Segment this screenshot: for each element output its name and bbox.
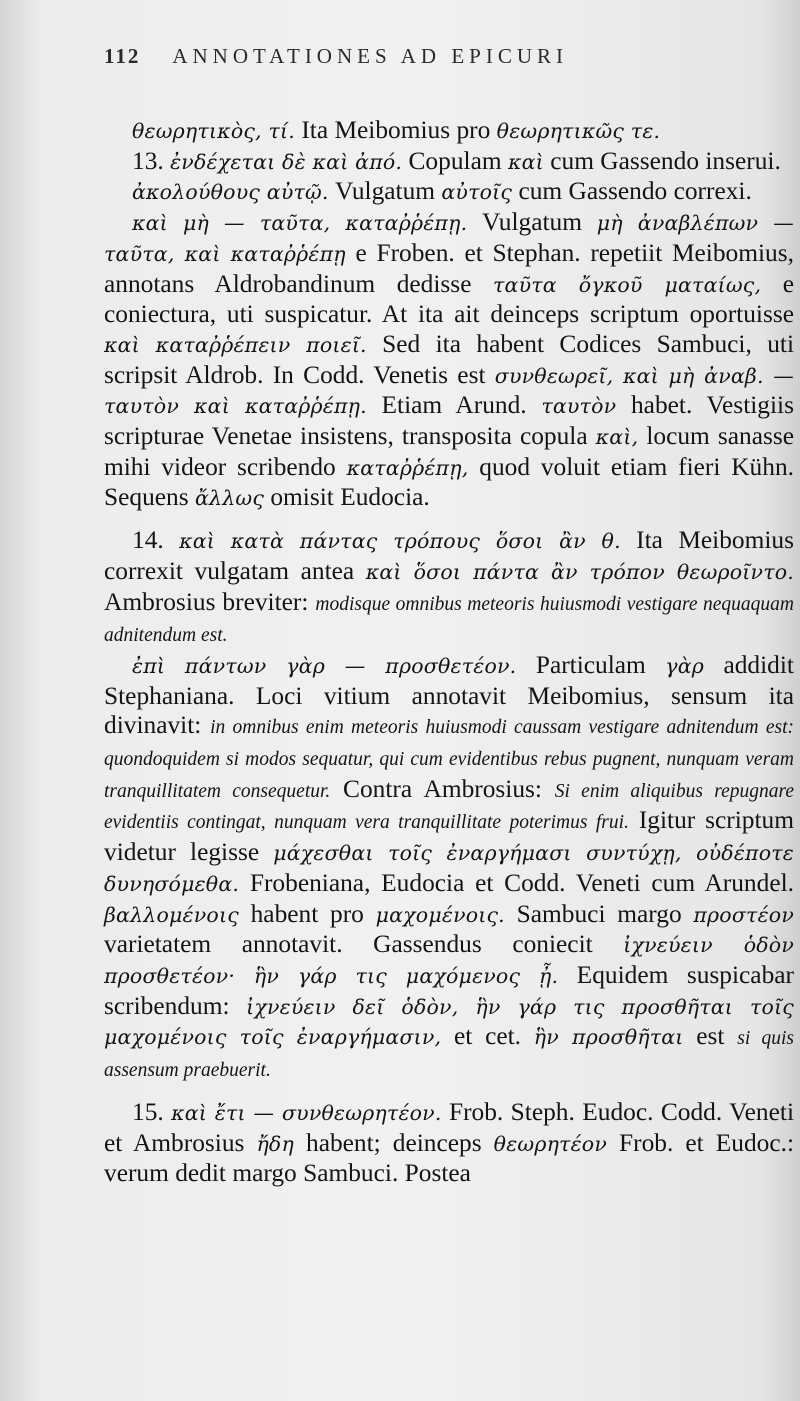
greek-lemma: μαχομένοις. [375, 902, 505, 927]
greek-lemma: καὶ καταῤῥέπειν ποιεῖ. [104, 332, 367, 357]
paragraph-gap [104, 514, 794, 526]
greek-lemma: βαλλομένοις [104, 902, 239, 927]
commentary-text: Ita Meibomius pro [294, 116, 497, 144]
annotation-paragraph-p-15 [104, 1098, 794, 1189]
commentary-text: omisit Eudocia. [264, 483, 430, 512]
page-header [104, 44, 794, 78]
latin-translation: in omnibus enim meteoris huiusmodi caussam vestigare adnitendum est: quondoquidem si modos sequatur, qui cum evidentibus rebus pugnent, nunquam veram tranquillitatem consequetur. [104, 717, 794, 802]
latin-translation: si quis assensum praebuerit. [104, 1028, 795, 1082]
greek-lemma: ταῦτα ὄγκοῦ ματαίως, [493, 272, 762, 297]
commentary-text: 15. [132, 1097, 172, 1126]
greek-lemma: καὶ [507, 149, 544, 174]
greek-lemma: καὶ, [595, 425, 639, 450]
commentary-text: Frob. Steph. Eudoc. Codd. Veneti et Ambrosius [104, 1097, 794, 1157]
commentary-text: et cet. [441, 1022, 534, 1051]
greek-lemma: ἤδη [256, 1131, 294, 1156]
commentary-text: cum Gassendo correxi. [512, 177, 752, 206]
commentary-text: habet. Vestigiis scripturae Venetae insistens, transposita copula [104, 391, 794, 451]
greek-lemma: μὴ ἀναβλέπων — ταῦτα, καὶ καταῤῥέπῃ [104, 211, 794, 266]
greek-lemma: ἰχνεύειν ὁδὸν προσθετέον· ἣν γάρ τις μαχόμενος ᾖ. [104, 933, 794, 988]
greek-lemma: ἣν προσθῆται [533, 1025, 684, 1050]
commentary-text: habent; deinceps [293, 1128, 494, 1157]
annotation-paragraph-p-14b [104, 651, 794, 1086]
annotation-paragraph-p-intro [104, 116, 794, 147]
annotation-paragraph-p-13b [104, 177, 794, 208]
greek-lemma: ἄλλως [194, 486, 265, 511]
commentary-text: locum sanasse mihi videor scribendo [104, 422, 794, 481]
commentary-text: Vulgatum [467, 208, 597, 237]
annotation-paragraph-p-14a [104, 526, 794, 651]
greek-lemma: γὰρ [665, 653, 705, 678]
annotation-text [104, 116, 794, 1189]
greek-lemma: συνθεωρεῖ, καὶ μὴ ἀναβ. — ταυτὸν καὶ καταῤῥέπῃ. [104, 363, 794, 419]
commentary-text: Vulgatum [328, 177, 442, 206]
commentary-text: Equidem suspicabar scribendum: [104, 960, 794, 1020]
commentary-text: quod voluit etiam fieri Kühn. Sequens [104, 452, 794, 512]
annotation-paragraph-p-13a [104, 147, 794, 178]
latin-translation: modisque omnibus meteoris huiusmodi vestigare nequaquam adnitendum est. [104, 593, 794, 647]
greek-lemma: ἰχνεύειν δεῖ ὁδὸν, ἣν γάρ τις προσθῆται τοῖς μαχομένοις τοῖς ἐναργήμασιν, [104, 994, 794, 1050]
page-number: 112 [104, 44, 141, 68]
greek-lemma: καὶ ἔτι — συνθεωρητέον. [171, 1100, 442, 1125]
greek-lemma: θεωρητικῶς τε. [496, 119, 661, 143]
commentary-text: Frobeniana, Eudocia et Codd. Veneti cum Arundel. [239, 868, 794, 897]
greek-lemma: καὶ μὴ — ταῦτα, καταῤῥέπῃ. [132, 211, 468, 236]
commentary-text: habent pro [238, 899, 376, 928]
commentary-text: Ambrosius breviter: [104, 587, 316, 616]
greek-lemma: καὶ ὅσοι πάντα ἂν τρόπον θεωροῖντο. [365, 559, 794, 584]
commentary-text: varietatem annotavit. Gassendus coniecit [104, 930, 624, 959]
commentary-text: est [683, 1022, 738, 1051]
commentary-text: addidit Stephaniana. Loci vitium annotavit Meibomius, sensum ita divinavit: [104, 650, 794, 740]
commentary-text: Etiam Arund. [366, 391, 542, 420]
greek-lemma: ταυτὸν [541, 394, 617, 419]
greek-lemma: προστέον [693, 902, 794, 927]
commentary-text: Contra Ambrosius: [330, 774, 555, 803]
greek-lemma: αὐτοῖς [441, 180, 513, 205]
commentary-text: Ita Meibomius correxit vulgatam antea [104, 526, 794, 585]
commentary-text: 14. [132, 526, 180, 555]
greek-lemma: ἐνδέχεται δὲ καὶ ἀπό. [170, 149, 403, 174]
commentary-text: e coniectura, uti suspicatur. At ita ait deinceps scriptum oportuisse [104, 269, 794, 329]
greek-lemma: καταῤῥέπῃ, [346, 455, 469, 480]
commentary-text: Sambuci margo [504, 899, 694, 928]
annotation-paragraph-p-13c [104, 208, 794, 514]
commentary-text: Sed ita habent Codices Sambuci, uti scripsit Aldrob. In Codd. Venetis est [104, 329, 794, 389]
commentary-text: e Froben. et Stephan. repetiit Meibomius, annotans Aldrobandinum dedisse [104, 238, 794, 298]
greek-lemma: ἐπὶ πάντων γὰρ — προσθετέον. [132, 653, 517, 678]
greek-lemma: ἀκολούθους αὐτῷ. [132, 180, 329, 205]
commentary-text: Igitur scriptum videtur legisse [104, 806, 794, 867]
running-head: ANNOTATIONES AD EPICURI [172, 44, 568, 68]
commentary-text: cum Gassendo inserui. [543, 146, 781, 175]
commentary-text: Copulam [402, 146, 508, 175]
greek-lemma: μάχεσθαι τοῖς ἐναργήμασι συντύχῃ, οὐδέποτε δυνησόμεθα. [104, 841, 794, 896]
greek-lemma: θεωρητέον [493, 1131, 607, 1156]
greek-lemma: καὶ κατὰ πάντας τρόπους ὅσοι ἂν θ. [179, 529, 621, 554]
commentary-text: 13. [132, 146, 171, 175]
paragraph-gap [104, 1086, 794, 1098]
latin-translation: Si enim aliquibus repugnare evidentiis contingat, nunquam vera tranquillitate poterimus frui. [104, 780, 794, 834]
greek-lemma: θεωρητικὸς, τί. [132, 119, 295, 143]
commentary-text: Particulam [516, 650, 666, 679]
commentary-text: Frob. et Eudoc.: verum dedit margo Sambuci. Postea [104, 1128, 795, 1188]
